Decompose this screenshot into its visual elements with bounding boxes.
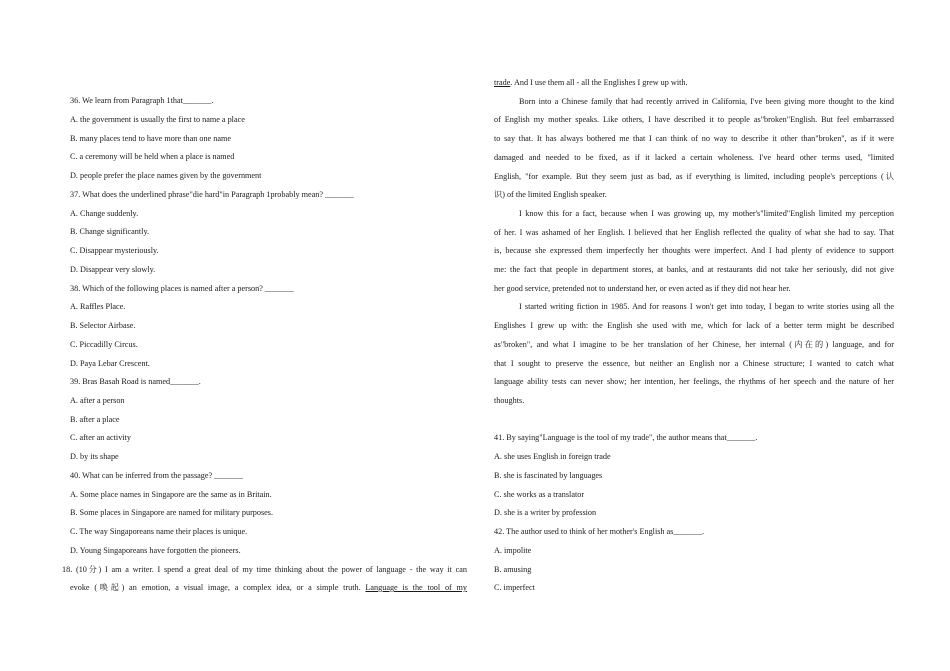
q40-option-a: A. Some place names in Singapore are the same as in Britain. [70, 490, 272, 499]
q38-option-c: C. Piccadilly Circus. [70, 340, 138, 349]
q37-option-b: B. Change significantly. [70, 227, 150, 236]
paragraph-3-line: I know this for a fact, because when I was growing up, my mother's"limited"English limited my perception [519, 209, 894, 218]
paragraph-2-line: Born into a Chinese family that had recently arrived in California, I've been giving more thought to the kind [519, 97, 894, 106]
paragraph-4-line: I started writing fiction in 1985. And for reasons I won't get into today, I began to write stories using all the [519, 302, 894, 311]
q40-option-b: B. Some places in Singapore are named for military purposes. [70, 508, 274, 517]
question-42-stem: 42. The author used to think of her mother's English as_______. [494, 527, 705, 536]
underlined-phrase-start: Language is the tool of my [365, 583, 467, 592]
paragraph-4-line: that I sought to preserve the essence, but neither an English nor a Chinese structure; I wanted to catch what [494, 359, 894, 368]
passage-intro-text: evoke (唤起) an emotion, a visual image, a complex idea, or a simple truth. [70, 583, 366, 592]
question-39-stem: 39. Bras Basah Road is named_______. [70, 377, 201, 386]
q41-option-c: C. she works as a translator [494, 490, 585, 499]
q37-option-d: D. Disappear very slowly. [70, 265, 156, 274]
q40-option-c: C. The way Singaporeans name their places is unique. [70, 527, 248, 536]
question-41-stem: 41. By saying"Language is the tool of my trade", the author means that_______. [494, 433, 758, 442]
q37-option-a: A. Change suddenly. [70, 209, 139, 218]
q42-option-b: B. amusing [494, 565, 532, 574]
q41-option-a: A. she uses English in foreign trade [494, 452, 611, 461]
underlined-phrase-end: trade [494, 78, 511, 87]
paragraph-4-line: thoughts. [494, 396, 525, 405]
q39-option-b: B. after a place [70, 415, 120, 424]
q38-option-b: B. Selector Airbase. [70, 321, 136, 330]
q42-option-c: C. imperfect [494, 583, 535, 592]
passage-intro-line-1: 18. (10分) I am a writer. I spend a great deal of my time thinking about the power of language - the way it can [62, 565, 467, 574]
paragraph-3-line: her good service, pretended not to understand her, or even acted as if they did not hear her. [494, 284, 791, 293]
paragraph-4-line: Englishes I grew up with: the English she used with me, which for lack of a better term might be described [494, 321, 894, 330]
q36-option-b: B. many places tend to have more than one name [70, 134, 231, 143]
passage-continued-text: . And I use them all - all the Englishes I grew up with. [510, 78, 688, 87]
passage-intro-line-2 [70, 582, 467, 593]
paragraph-2-line: 识) of the limited English speaker. [494, 190, 607, 199]
q37-option-c: C. Disappear mysteriously. [70, 246, 159, 255]
q38-option-d: D. Paya Lebar Crescent. [70, 359, 150, 368]
paragraph-2-line: of English my mother speaks. Like others, I have described it to people as"broken"English. But feel embarrassed [494, 115, 894, 124]
q38-option-a: A. Raffles Place. [70, 302, 126, 311]
q41-option-d: D. she is a writer by profession [494, 508, 597, 517]
paragraph-2-line: damaged and needed to be fixed, as if it lacked a certain wholeness. I've heard other terms used, "limited [494, 153, 894, 162]
q41-option-b: B. she is fascinated by languages [494, 471, 603, 480]
q40-option-d: D. Young Singaporeans have forgotten the pioneers. [70, 546, 241, 555]
q39-option-c: C. after an activity [70, 433, 131, 442]
paragraph-3-line: of her. I was ashamed of her English. I believed that her English reflected the quality of what she had to say. That [494, 228, 894, 237]
paragraph-4-line: as"broken", and what I imagine to be her translation of her Chinese, her internal (内在的) language, and for [494, 340, 894, 349]
paragraph-3-line: me: the fact that people in department stores, at banks, and at restaurants did not take her seriously, did not give [494, 265, 894, 274]
paragraph-4-line: language ability tests can never show; her intention, her feelings, the rhythms of her speech and the nature of her [494, 377, 894, 386]
q36-option-a: A. the government is usually the first to name a place [70, 115, 245, 124]
question-37-stem: 37. What does the underlined phrase"die hard"in Paragraph 1probably mean? _______ [70, 190, 354, 199]
q42-option-a: A. impolite [494, 546, 532, 555]
q36-option-c: C. a ceremony will be held when a place is named [70, 152, 235, 161]
question-38-stem: 38. Which of the following places is named after a person? _______ [70, 284, 294, 293]
paragraph-2-line: to say that. It has always bothered me that I can think of no way to describe it other than"broken", as if it were [494, 134, 894, 143]
q39-option-a: A. after a person [70, 396, 125, 405]
passage-continued-line [494, 77, 894, 88]
question-36-stem: 36. We learn from Paragraph 1that_______. [70, 96, 214, 105]
question-40-stem: 40. What can be inferred from the passage? _______ [70, 471, 243, 480]
q39-option-d: D. by its shape [70, 452, 119, 461]
paragraph-2-line: English, "for example. But they seem just as bad, as if everything is limited, including people's perceptions (认 [494, 172, 894, 181]
paragraph-3-line: is, because she expressed them imperfectly her thoughts were imperfect. And I had plenty of evidence to support [494, 246, 894, 255]
q36-option-d: D. people prefer the place names given by the government [70, 171, 262, 180]
